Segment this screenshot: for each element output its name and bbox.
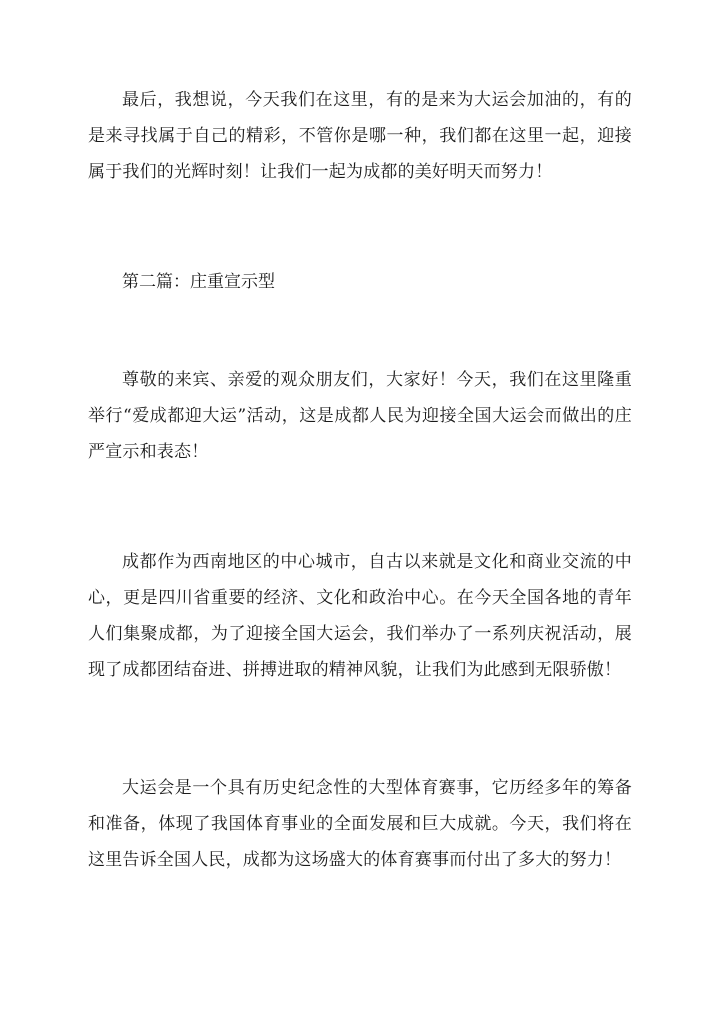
paragraph-greeting: 尊敬的来宾、亲爱的观众朋友们，大家好！今天，我们在这里隆重举行“爱成都迎大运”活动，这是成都人民为迎接全国大运会而做出的庄严宣示和表态！ bbox=[88, 370, 632, 462]
paragraph-chengdu: 成都作为西南地区的中心城市，自古以来就是文化和商业交流的中心，更是四川省重要的经济、文化和政治中心。在今天全国各地的青年人们集聚成都，为了迎接全国大运会，我们举办了一系列庆祝活动，展现了成都团结奋进、拼搏进取的精神风貌，让我们为此感到无限骄傲！ bbox=[88, 552, 632, 680]
paragraph-universiade: 大运会是一个具有历史纪念性的大型体育赛事，它历经多年的筹备和准备，体现了我国体育事业的全面发展和巨大成就。今天，我们将在这里告诉全国人民，成都为这场盛大的体育赛事而付出了多大的努力！ bbox=[88, 778, 632, 870]
section-heading: 第二篇：庄重宣示型 bbox=[122, 272, 275, 292]
paragraph-closing: 最后，我想说，今天我们在这里，有的是来为大运会加油的，有的是来寻找属于自己的精彩，不管你是哪一种，我们都在这里一起，迎接属于我们的光辉时刻！让我们一起为成都的美好明天而努力！ bbox=[88, 90, 632, 182]
